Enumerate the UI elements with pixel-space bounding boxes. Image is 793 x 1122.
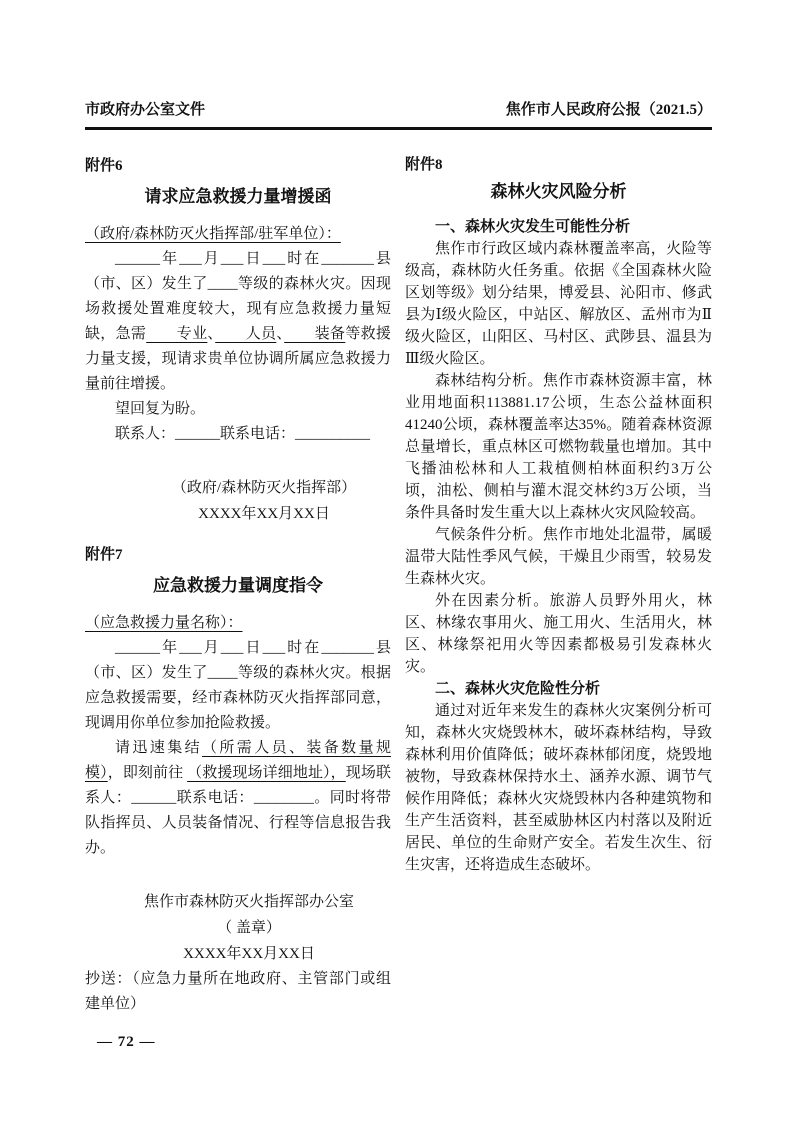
letter2-body2-text: 请迅速集结 [115,740,202,756]
left-column [85,154,391,1070]
report-paragraph-1: 焦作市行政区域内森林覆盖率高，火险等级高，森林防火任务重。依据《全国森林火险区划等级》划分结果，博爱县、沁阳市、修武县为Ⅰ级火险区，中站区、解放区、孟州市为Ⅱ级火险区，山阳区、马村区、武陟县、温县为Ⅲ级火险区。 [405,241,712,367]
letter1-body-text: ______年___月___日___时在_______县（市、区）发生了____等级的森林火灾。因现场救援处置难度较大，现有应急救援力量短缺，急需 [85,251,391,342]
letter2-salutation: （应急救援力量名称）： [85,615,243,631]
letter1-salutation: （政府/森林防灭火指挥部/驻军单位）： [85,226,341,242]
right-column [405,154,712,1070]
letter2-body-paragraph-1: ______年___月___日___时在_______县（市、区）发生了____等级的森林火灾。根据应急救援需要，经市森林防灭火指挥部同意，现调用你单位参加抢险救援。 [85,640,391,731]
letter1-blank-equipment: 装备 [284,326,346,342]
letter1-separator-1: 、 [207,326,216,342]
letter1-reply-line: 望回复为盼。 [115,401,206,417]
report-paragraph-2: 森林结构分析。焦作市森林资源丰富，林业用地面积113881.17公顷，生态公益林面积41240公顷，森林覆盖率达35%。随着森林资源总量增长，重点林区可燃物载量也增加。其中飞播油松林和人工栽植侧柏林面积约3万公顷，油松、侧柏与灌木混交林约3万公顷，当条件具备时发生重大以上森林火灾风险较高。 [405,373,712,521]
header-left-title: 市政府办公室文件 [85,102,206,118]
letter1-signature-org: （政府/森林防灭火指挥部） [171,480,357,496]
letter2-body-paragraph-2 [85,736,391,861]
page-number: — 72 — [97,1034,156,1050]
letter1-contact-line: 联系人：______联系电话：__________ [115,426,371,442]
letter1-blank-personnel: 人员 [215,326,277,342]
attachment8-label: 附件8 [405,157,443,173]
report-heading-1: 一、森林火灾发生可能性分析 [435,219,631,235]
page-header [85,100,712,130]
letter1-body-paragraph [85,247,391,397]
page-content [85,100,712,1070]
header-right-title: 焦作市人民政府公报（2021.5） [505,102,712,118]
letter2-body2-mid: ，即刻前往 [107,765,188,781]
letter2-blank-address: （救援现场详细地址）， [187,765,346,781]
two-column-layout [85,154,712,1070]
letter2-signature-seal: （ 盖章） [217,920,281,936]
letter1-body-text-end: 等救援力量支援，现请求贵单位协调所属应急救援力量前往增援。 [85,326,391,392]
attachment8-title: 森林火灾风险分析 [490,182,627,201]
letter2-signature-date: XXXX年XX月XX日 [183,946,315,962]
letter2-body2-text-end: 现场联系人：______联系电话：________。同时将带队指挥员、人员装备情况、行程等信息报告我办。 [85,765,391,856]
letter1-blank-specialty: 专业 [146,326,208,342]
letter2-signature-block [85,889,391,967]
cc-note: 抄送：（应急力量所在地政府、主管部门或组建单位） [85,971,391,1012]
report-paragraph-5: 通过对近年来发生的森林火灾案例分析可知，森林火灾烧毁林木，破坏森林结构，导致森林利用价值降低；破坏森林郁闭度，烧毁地被物，导致森林保持水土、涵养水源、调节气候作用降低；森林火灾烧毁林内各种建筑物和生产生活资料，甚至威胁林区内村落以及附近居民、单位的生命财产安全。若发生次生、衍生灾害，还将造成生态破坏。 [405,703,712,873]
report-paragraph-4: 外在因素分析。旅游人员野外用火，林区、林缘农事用火、施工用火、生活用火，林区、林缘祭祀用火等因素都极易引发森林火灾。 [405,593,712,675]
report-paragraph-3: 气候条件分析。焦作市地处北温带，属暖温带大陆性季风气候，干燥且少雨雪，较易发生森林火灾。 [405,527,712,587]
attachment6-title: 请求应急救援力量增援函 [144,187,332,206]
report-heading-2: 二、森林火灾危险性分析 [435,681,601,697]
attachment7-label: 附件7 [85,547,123,563]
letter1-signature-date: XXXX年XX月XX日 [198,506,330,522]
attachment6-label: 附件6 [85,158,123,174]
letter1-separator-2: 、 [276,326,285,342]
letter2-blank-scale: （所需人员、装备数量规模） [85,740,391,781]
letter1-signature-block [85,475,391,527]
attachment7-title: 应急救援力量调度指令 [153,576,323,595]
letter2-signature-org: 焦作市森林防灭火指挥部办公室 [143,894,354,910]
